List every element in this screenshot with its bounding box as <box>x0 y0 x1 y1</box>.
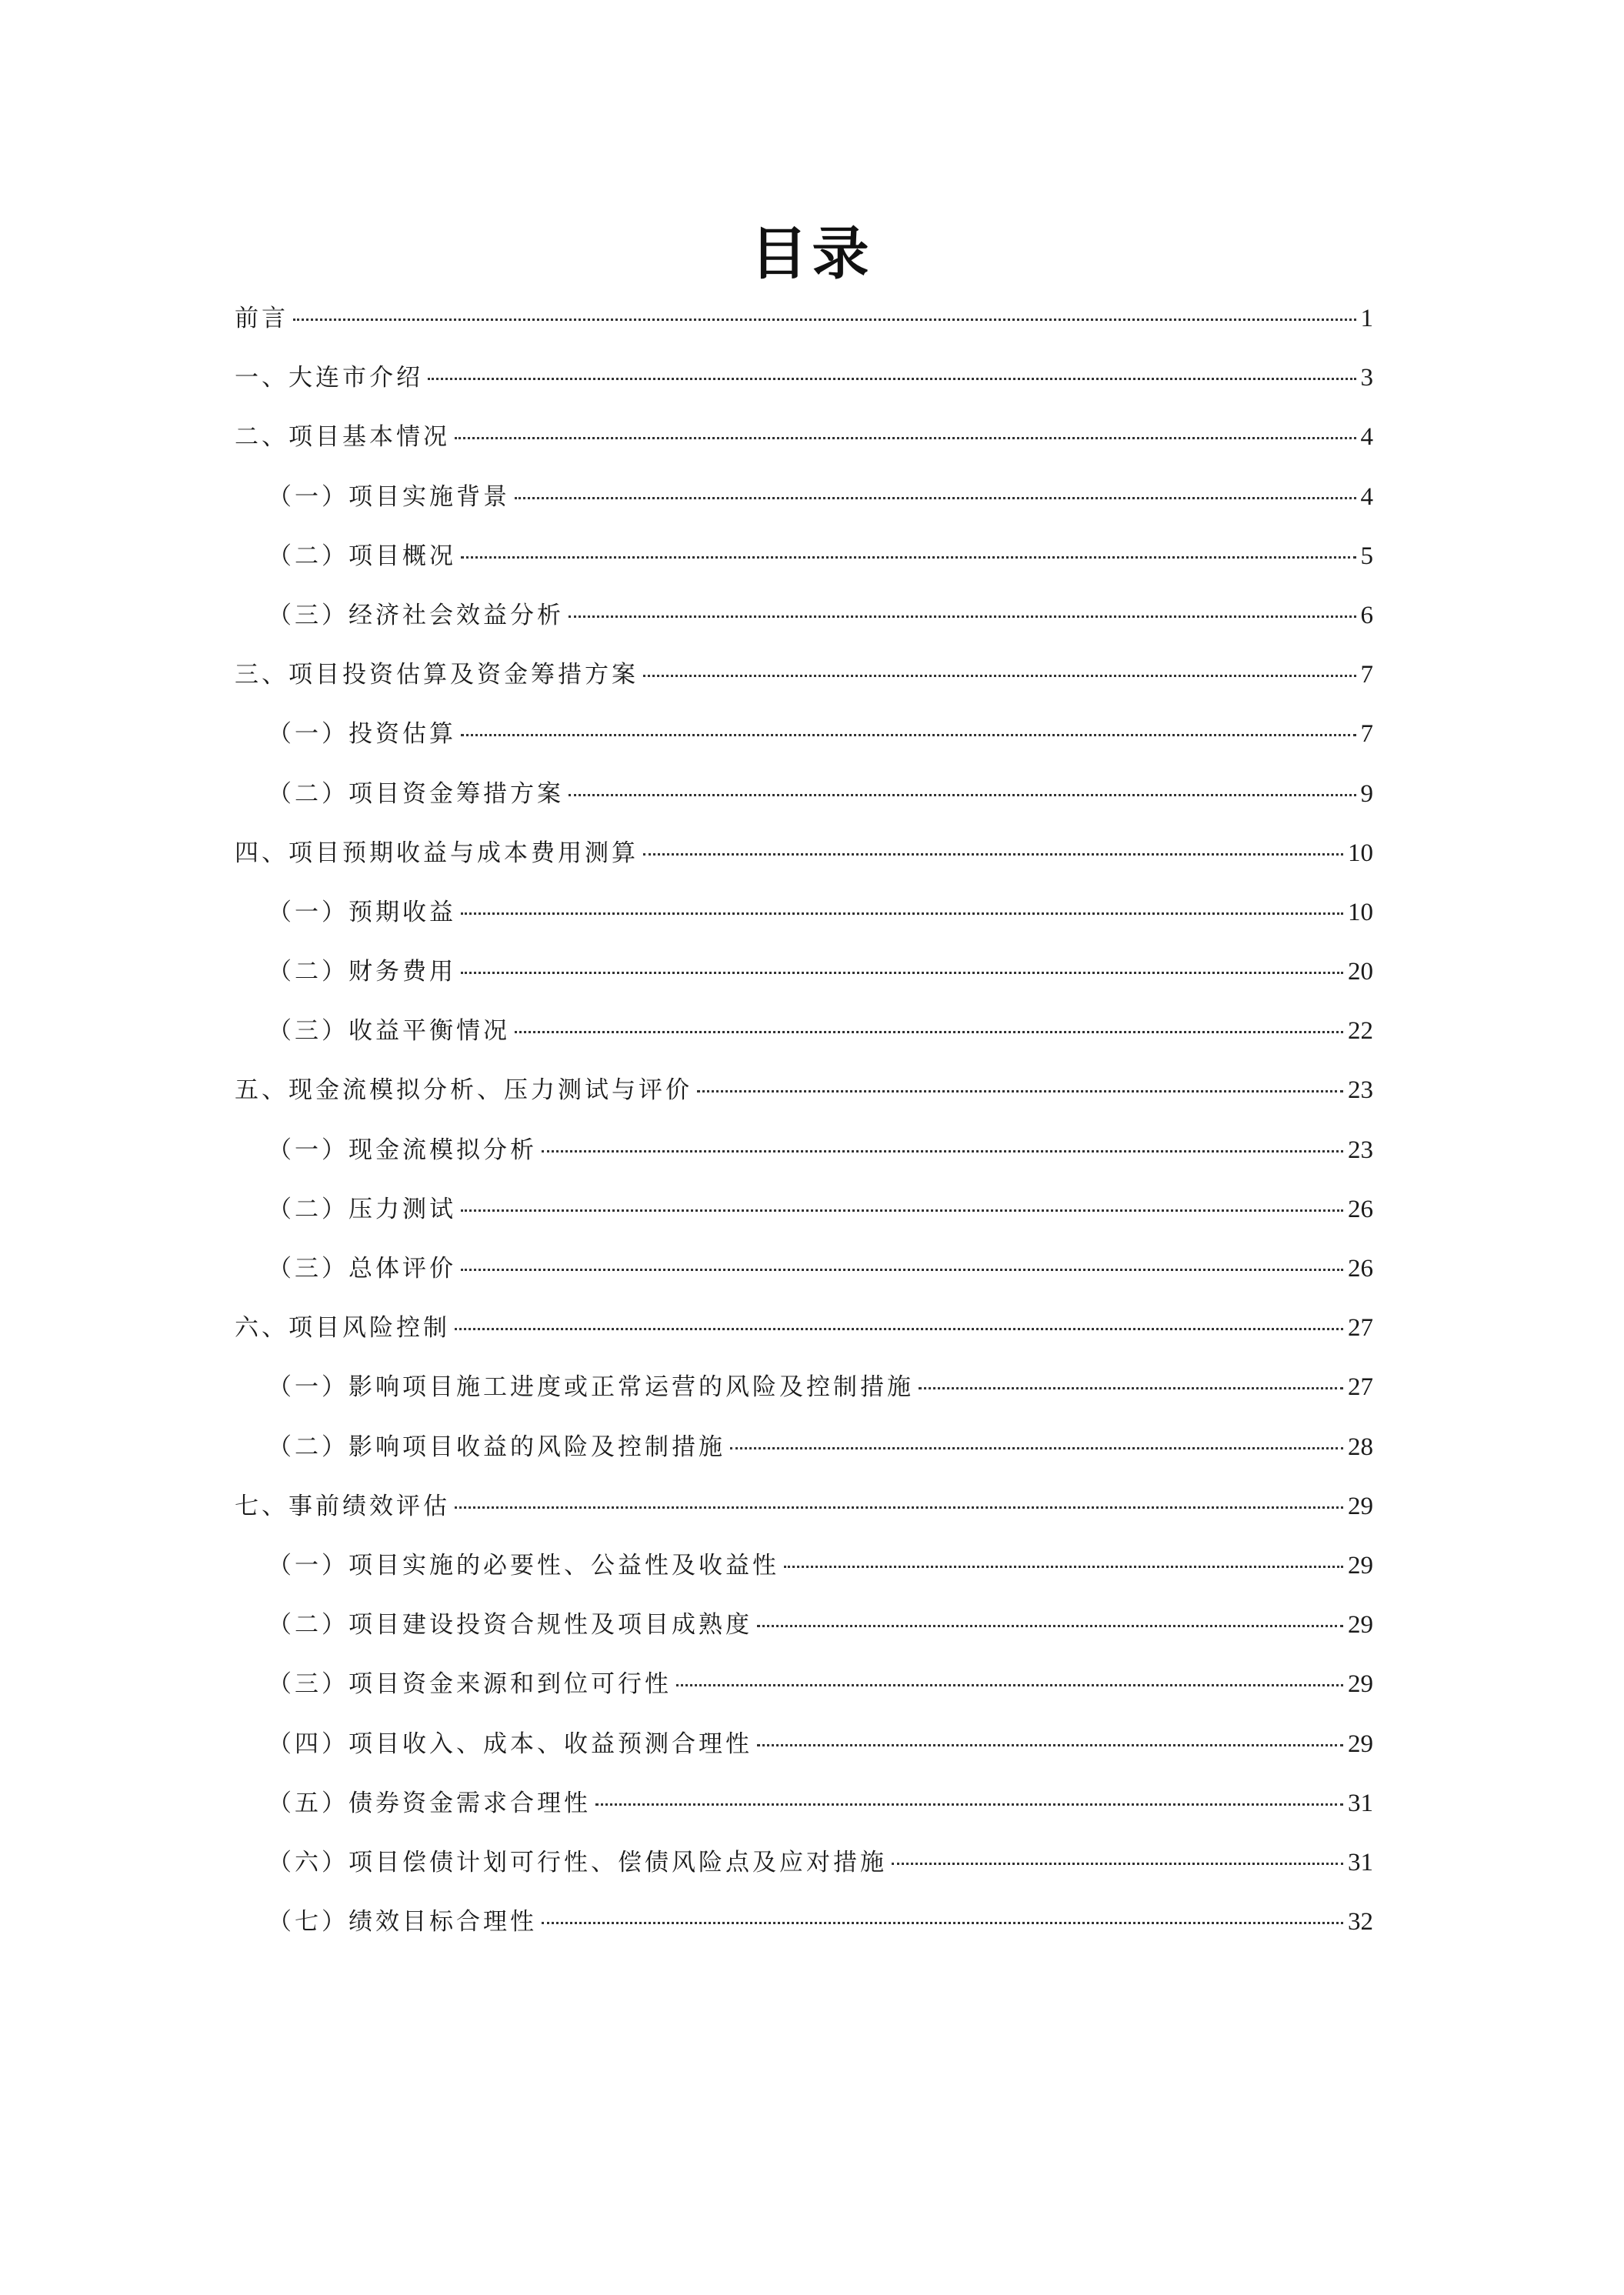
dot-leader <box>515 1031 1343 1033</box>
toc-entry-page-number: 29 <box>1348 1611 1373 1640</box>
dot-leader <box>428 378 1356 380</box>
dot-leader <box>461 556 1356 559</box>
toc-entry-page-number: 4 <box>1360 482 1373 511</box>
dot-leader <box>455 1328 1343 1330</box>
toc-entry-title: 前言 <box>235 305 288 332</box>
toc-entry[interactable] <box>235 1311 1373 1370</box>
toc-entry[interactable] <box>235 302 1373 361</box>
toc-entry[interactable] <box>235 1846 1373 1905</box>
toc-entry-title: （一）项目实施的必要性、公益性及收益性 <box>268 1551 779 1579</box>
toc-entry-page-number: 31 <box>1348 1789 1373 1817</box>
toc-entry[interactable] <box>235 717 1373 776</box>
toc-entry-title: （二）影响项目收益的风险及控制措施 <box>268 1433 725 1461</box>
toc-entry-page-number: 29 <box>1348 1670 1373 1699</box>
dot-leader <box>515 497 1356 499</box>
toc-entry[interactable] <box>235 1786 1373 1846</box>
toc-entry-page-number: 7 <box>1360 661 1373 689</box>
toc-entry-page-number: 32 <box>1348 1908 1373 1936</box>
toc-entry-page-number: 29 <box>1348 1730 1373 1758</box>
toc-entry[interactable] <box>235 1489 1373 1549</box>
toc-entry-page-number: 28 <box>1348 1433 1373 1461</box>
toc-entry-page-number: 26 <box>1348 1255 1373 1283</box>
dot-leader <box>892 1863 1343 1865</box>
dot-leader <box>595 1803 1343 1806</box>
toc-entry-page-number: 1 <box>1360 305 1373 332</box>
toc-entry-title: （二）压力测试 <box>268 1195 456 1223</box>
dot-leader <box>542 1922 1343 1924</box>
toc-entry-title: （一）影响项目施工进度或正常运营的风险及控制措施 <box>268 1373 914 1402</box>
toc-entry-page-number: 10 <box>1348 898 1373 926</box>
dot-leader <box>461 912 1343 915</box>
toc-entry-page-number: 27 <box>1348 1373 1373 1402</box>
toc-entry-page-number: 22 <box>1348 1017 1373 1046</box>
toc-entry-page-number: 9 <box>1360 779 1373 808</box>
toc-entry-title: （六）项目偿债计划可行性、偿债风险点及应对措施 <box>268 1848 887 1876</box>
toc-entry-page-number: 26 <box>1348 1195 1373 1223</box>
toc-entry[interactable] <box>235 480 1373 539</box>
dot-leader <box>757 1744 1343 1746</box>
page-title: 目录 <box>750 221 874 287</box>
dot-leader <box>569 794 1356 796</box>
toc-entry[interactable] <box>235 420 1373 479</box>
toc-entry-title: （一）预期收益 <box>268 898 456 926</box>
toc-entry-title: 六、项目风险控制 <box>235 1314 450 1343</box>
toc-entry-page-number: 23 <box>1348 1076 1373 1105</box>
toc-entry-title: （二）财务费用 <box>268 958 456 986</box>
toc-entry[interactable] <box>235 1667 1373 1726</box>
toc-entry[interactable] <box>235 1252 1373 1311</box>
toc-entry-title: （三）经济社会效益分析 <box>268 601 564 629</box>
toc-entry-page-number: 27 <box>1348 1314 1373 1343</box>
toc-entry[interactable] <box>235 1905 1373 1964</box>
toc-entry-title: （四）项目收入、成本、收益预测合理性 <box>268 1730 752 1758</box>
dot-leader <box>455 1506 1343 1509</box>
toc-entry-title: （七）绩效目标合理性 <box>268 1908 537 1936</box>
dot-leader <box>461 972 1343 974</box>
toc-entry-page-number: 29 <box>1348 1492 1373 1520</box>
dot-leader <box>643 853 1343 856</box>
toc-entry-title: （二）项目概况 <box>268 542 456 570</box>
toc-entry-title: （三）项目资金来源和到位可行性 <box>268 1670 672 1699</box>
toc-entry[interactable] <box>235 1430 1373 1489</box>
toc-entry-title: （一）现金流模拟分析 <box>268 1136 537 1164</box>
dot-leader <box>757 1625 1343 1627</box>
toc-entry[interactable] <box>235 1133 1373 1193</box>
toc-entry-page-number: 10 <box>1348 839 1373 867</box>
dot-leader <box>676 1684 1343 1686</box>
dot-leader <box>569 615 1356 618</box>
toc-entry[interactable] <box>235 658 1373 717</box>
dot-leader <box>542 1150 1343 1153</box>
toc-entry-title: （三）收益平衡情况 <box>268 1017 510 1046</box>
toc-entry[interactable] <box>235 836 1373 896</box>
toc-entry-page-number: 4 <box>1360 423 1373 452</box>
dot-leader <box>461 1269 1343 1271</box>
dot-leader <box>784 1566 1343 1568</box>
toc-entry-title: （三）总体评价 <box>268 1255 456 1283</box>
toc-entry-title: （一）项目实施背景 <box>268 482 510 511</box>
toc-entry[interactable] <box>235 599 1373 658</box>
toc-entry[interactable] <box>235 896 1373 955</box>
toc-entry-page-number: 23 <box>1348 1136 1373 1164</box>
toc-entry-page-number: 6 <box>1360 601 1373 629</box>
toc-entry-title: 五、现金流模拟分析、压力测试与评价 <box>235 1076 692 1105</box>
toc-entry[interactable] <box>235 955 1373 1014</box>
toc-entry[interactable] <box>235 1727 1373 1786</box>
toc-entry-page-number: 31 <box>1348 1848 1373 1876</box>
toc-entry[interactable] <box>235 1193 1373 1252</box>
toc-entry-title: （二）项目建设投资合规性及项目成熟度 <box>268 1611 752 1640</box>
toc-entry[interactable] <box>235 777 1373 836</box>
toc-entry-title: 一、大连市介绍 <box>235 364 423 392</box>
toc-entry-page-number: 7 <box>1360 720 1373 749</box>
dot-leader <box>697 1090 1343 1092</box>
toc-entry-title: （五）债券资金需求合理性 <box>268 1789 591 1817</box>
dot-leader <box>919 1387 1343 1389</box>
toc-entry-page-number: 20 <box>1348 958 1373 986</box>
dot-leader <box>461 1209 1343 1212</box>
toc-entry[interactable] <box>235 1370 1373 1429</box>
toc-entry-title: 四、项目预期收益与成本费用测算 <box>235 839 639 867</box>
toc-entry[interactable] <box>235 361 1373 420</box>
dot-leader <box>461 734 1356 736</box>
toc-entry-title: 七、事前绩效评估 <box>235 1492 450 1520</box>
dot-leader <box>293 319 1356 321</box>
toc-entry-title: 二、项目基本情况 <box>235 423 450 452</box>
toc-entry[interactable] <box>235 1014 1373 1073</box>
toc-entry-page-number: 29 <box>1348 1551 1373 1579</box>
table-of-contents <box>235 302 1373 1964</box>
toc-entry[interactable] <box>235 1073 1373 1132</box>
dot-leader <box>455 437 1356 439</box>
toc-entry[interactable] <box>235 1608 1373 1667</box>
toc-entry[interactable] <box>235 539 1373 599</box>
toc-entry[interactable] <box>235 1549 1373 1608</box>
toc-entry-title: 三、项目投资估算及资金筹措方案 <box>235 661 639 689</box>
toc-entry-page-number: 3 <box>1360 364 1373 392</box>
toc-entry-page-number: 5 <box>1360 542 1373 570</box>
dot-leader <box>730 1447 1343 1449</box>
toc-entry-title: （二）项目资金筹措方案 <box>268 779 564 808</box>
dot-leader <box>643 675 1356 677</box>
toc-entry-title: （一）投资估算 <box>268 720 456 749</box>
